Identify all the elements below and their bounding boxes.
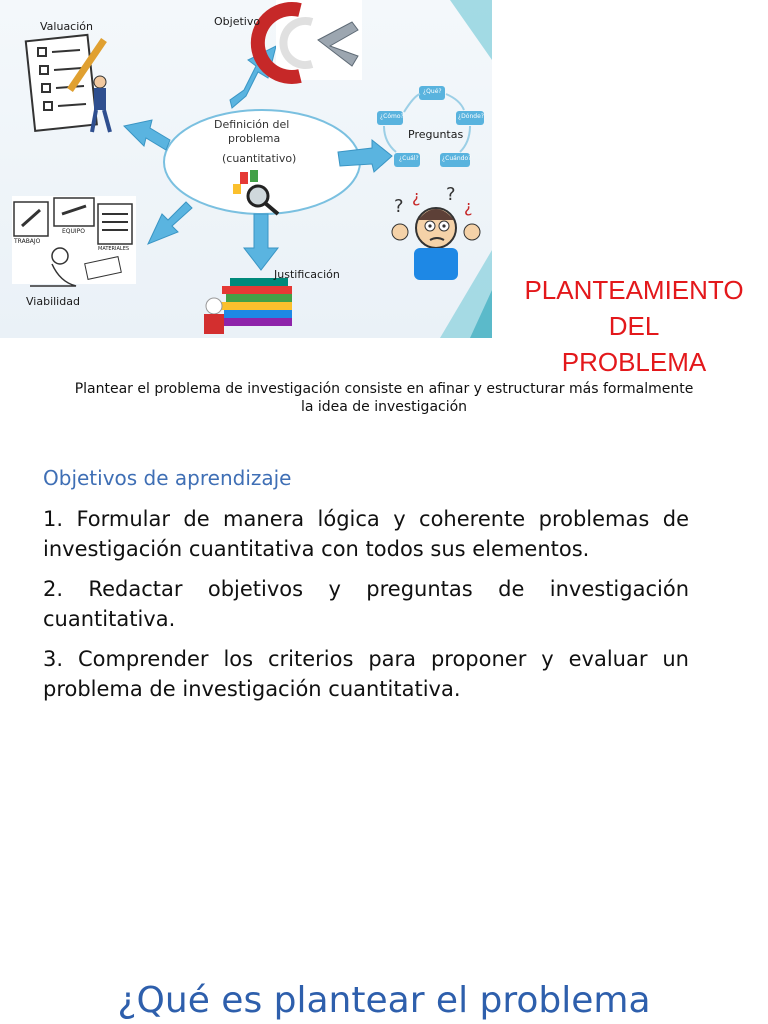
svg-text:¿: ¿ [464, 197, 473, 216]
arrow-viabilidad [148, 202, 192, 244]
decor-triangle [450, 0, 492, 60]
main-title [500, 272, 768, 380]
objective-item-2: 2. Redactar objetivos y preguntas de investigación cuantitativa. [43, 577, 689, 631]
bubble-como-text: ¿Cómo? [380, 113, 404, 120]
subtitle-line1: Plantear el problema de investigación consiste en afinar y estructurar más formalmente [74, 381, 694, 397]
justificacion-label: Justificación [274, 268, 340, 281]
preguntas-label: Preguntas [408, 128, 464, 141]
concept-diagram [0, 0, 492, 338]
sketch-label-materiales: MATERIALES [98, 246, 130, 252]
bubble-donde-text: ¿Dónde? [458, 113, 484, 120]
target-icon [258, 0, 362, 80]
objective-item-1: 1. Formular de manera lógica y coherente problemas de investigación cuantitativa con todos sus elementos. [43, 507, 689, 561]
svg-text:?: ? [394, 196, 404, 217]
sketch-label-equipo: EQUIPO [62, 228, 86, 235]
main-title-line1: PLANTEAMIENTO [524, 275, 744, 305]
confused-person-icon [392, 184, 480, 280]
center-label-line2: problema [228, 132, 281, 145]
arrow-valuacion [124, 120, 170, 150]
section-heading: ¿Qué es plantear el problema [117, 980, 651, 1021]
bubble-cual-text: ¿Cuál? [399, 155, 419, 162]
sketch-label-trabajo: TRABAJO [14, 238, 41, 245]
svg-text:?: ? [446, 184, 456, 205]
svg-text:¿: ¿ [412, 187, 421, 206]
checklist-icon [26, 35, 110, 132]
center-label-line3: (cuantitativo) [222, 152, 297, 165]
main-title-line2: DEL [608, 311, 660, 341]
arrow-justificacion [244, 214, 278, 270]
valuacion-label: Valuación [40, 20, 93, 33]
bubble-que-text: ¿Qué? [423, 88, 442, 95]
subtitle [20, 380, 748, 416]
books-icon [204, 278, 292, 334]
main-title-line3: PROBLEMA [561, 347, 707, 377]
bubble-cuando-text: ¿Cuándo? [442, 155, 472, 162]
objectives-heading: Objetivos de aprendizaje [43, 466, 292, 490]
viabilidad-label: Viabilidad [26, 295, 80, 308]
objetivo-label: Objetivo [214, 15, 261, 28]
diagram-graphics [0, 0, 492, 338]
objectives-list [43, 504, 689, 714]
objective-item-3: 3. Comprender los criterios para proponer y evaluar un problema de investigación cuantitativa. [43, 647, 689, 701]
subtitle-line2: la idea de investigación [300, 399, 468, 415]
center-label-line1: Definición del [214, 118, 290, 131]
